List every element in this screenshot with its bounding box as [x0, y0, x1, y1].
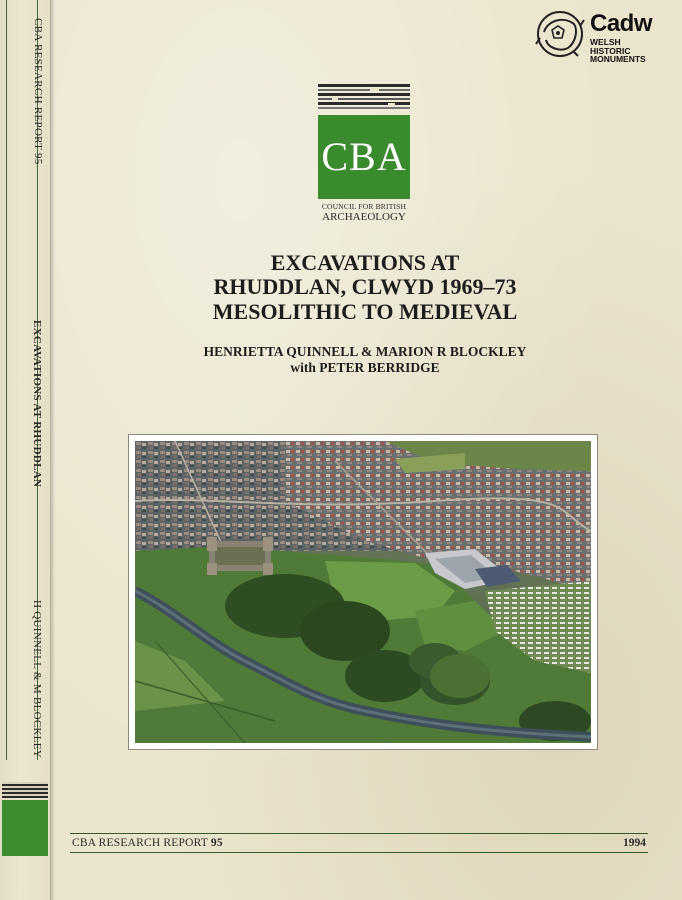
- cba-logo-box: CBA: [318, 115, 410, 199]
- spine-rule-left: [6, 0, 7, 760]
- book-spine: [0, 0, 51, 900]
- aerial-photo-frame: [128, 434, 598, 750]
- cba-name-line2: ARCHAEOLOGY: [322, 211, 406, 223]
- book-title-line: EXCAVATIONS AT: [270, 250, 460, 275]
- cba-logo-stripes: [318, 84, 410, 112]
- authors-line: HENRIETTA QUINNELL & MARION R BLOCKLEY: [203, 344, 527, 359]
- spine-authors-text: H QUINNELL & M BLOCKLEY: [31, 600, 43, 759]
- cadw-logo: [534, 8, 664, 66]
- cadw-emblem-icon: [534, 8, 586, 60]
- cba-name-line1: COUNCIL FOR BRITISH: [321, 202, 407, 211]
- spine-green-band: [2, 800, 48, 856]
- series-label: [72, 837, 223, 849]
- spine-title-text: EXCAVATIONS AT RHUDDLAN: [31, 320, 43, 488]
- series-text: CBA RESEARCH REPORT: [72, 837, 208, 849]
- book-title-line: RHUDDLAN, CLWYD 1969–73: [213, 274, 517, 299]
- publication-year: 1994: [623, 837, 646, 849]
- spine-stripes: [2, 782, 48, 798]
- series-number: 95: [210, 837, 223, 849]
- cadw-subtitle: [590, 38, 646, 64]
- authors-line: with PETER BERRIDGE: [290, 360, 440, 375]
- cadw-wordmark: Cadw: [590, 10, 653, 37]
- footer-rule-top: [70, 833, 648, 834]
- cadw-subtitle-line: MONUMENTS: [590, 54, 646, 64]
- spine-series-text: CBA RESEARCH REPORT 95: [32, 18, 44, 165]
- footer-rule-bottom: [70, 852, 648, 853]
- aerial-photo-rhuddlan: [135, 441, 591, 743]
- cadw-subtitle-line: WELSH: [590, 37, 621, 47]
- cover-fold-shadow: [51, 0, 55, 900]
- cadw-subtitle-line: HISTORIC: [590, 45, 631, 56]
- cba-full-name: [300, 201, 428, 223]
- book-title-line: MESOLITHIC TO MEDIEVAL: [212, 299, 518, 324]
